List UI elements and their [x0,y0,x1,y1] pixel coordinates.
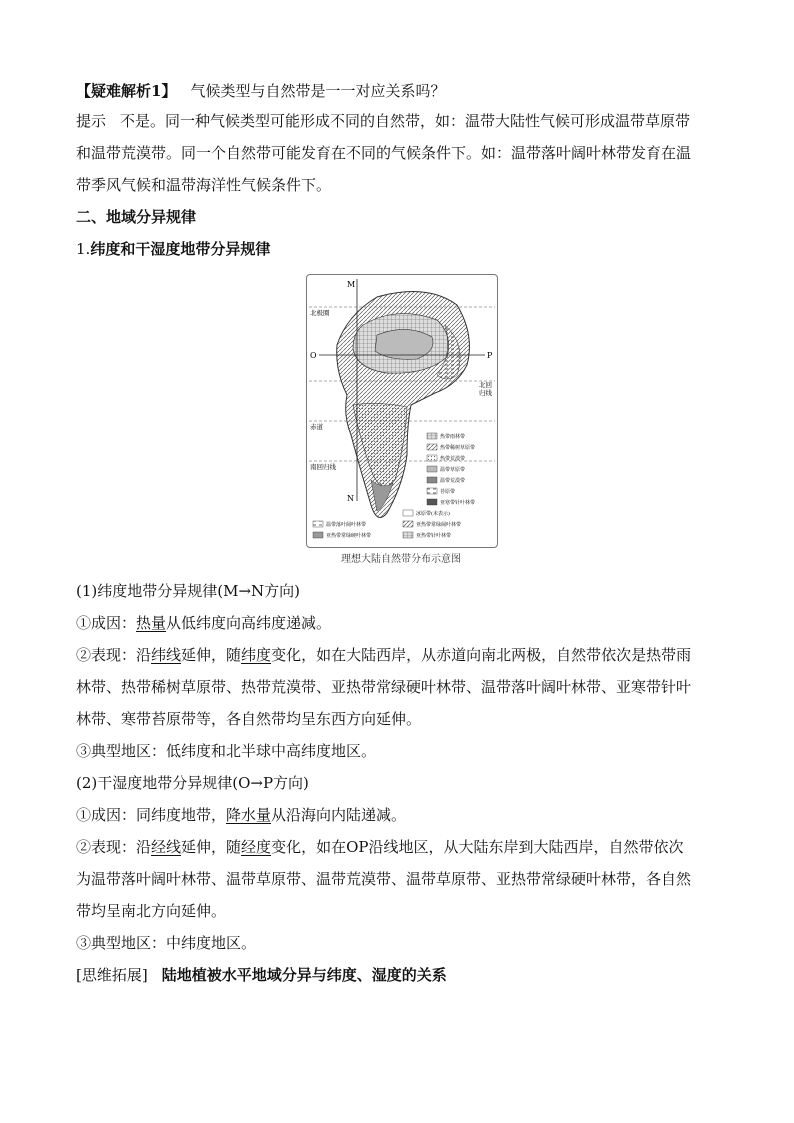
legend-item: 亚热带常绿硬叶林带 [326,533,372,539]
p2-cause [76,804,406,826]
legend-item: 温带荒漠带 [440,478,466,484]
answer-line-3: 带季风气候和温带海洋性气候条件下。 [76,176,332,194]
p1-show-line-1 [76,644,691,666]
label-N: N [347,494,354,503]
p2-cause-post: 从沿海向内陆递减。 [271,806,407,824]
answer-line-2: 和温带荒漠带。同一个自然带可能发育在不同的气候条件下。如：温带落叶阔叶林带发育在温 [76,144,692,162]
legend-item: 热带雨林带 [440,434,466,440]
p2-show-line-3: 带均呈南北方向延伸。 [76,902,227,920]
p2-cause-keyword: 降水量 [226,806,272,824]
legend-item: 亚寒带针叶林带 [440,500,476,506]
extension-title: 陆地植被水平地域分异与纬度、湿度的关系 [161,966,447,984]
label-M: M [347,280,356,289]
extension-tag: [思维拓展] [76,966,148,984]
label-O: O [310,351,317,360]
legend-bottom [313,521,461,539]
p1-show-line-3: 林带、寒带苔原带等，各自然带均呈东西方向延伸。 [76,710,422,728]
extension-line [76,964,447,986]
p1-show-post: 变化，如在大陆西岸，从赤道向南北两极，自然带依次是热带雨 [271,646,692,664]
p2-region: ③典型地区：中纬度地区。 [76,934,257,952]
legend-right [403,433,475,517]
p2-show-pre: ②表现：沿 [76,838,152,856]
answer-label: 提示 [76,112,107,130]
p2-show-post: 变化，如在OP沿线地区，从大陆东岸到大陆西岸，自然带依次 [271,838,684,856]
p1-show-keyword-1: 纬线 [151,646,182,664]
p2-show-keyword-2: 经度 [241,838,272,856]
p1-cause-pre: ①成因： [76,614,137,632]
legend-item: 热带荒漠带 [440,456,466,462]
p2-show-line-2: 为温带落叶阔叶林带、温带草原带、温带荒漠带、温带草原带、亚热带常绿硬叶林带，各自然 [76,870,692,888]
legend-item: 苔原带 [440,489,456,495]
question-line [76,80,445,102]
p2-cause-pre: ①成因：同纬度地带， [76,806,227,824]
p1-cause-keyword: 热量 [136,614,167,632]
label-equator: 赤道 [310,423,323,431]
p1-title: (1)纬度地带分异规律(M→N方向) [76,582,301,600]
legend-item: 温带草原带 [440,467,466,473]
answer-text-1: 不是。同一种气候类型可能形成不同的自然带，如：温带大陆性气候可形成温带草原带 [120,112,691,130]
p1-show-keyword-2: 纬度 [241,646,272,664]
legend-item: 温带落叶阔叶林带 [326,522,367,528]
p1-show-mid: 延伸，随 [181,646,242,664]
answer-line-1 [76,110,690,132]
p2-show-mid: 延伸，随 [181,838,242,856]
subsection-number: 1. [76,240,91,258]
section-title: 二、地域分异规律 [76,208,197,226]
continent-map [307,275,497,547]
question-text: 气候类型与自然带是一一对应关系吗？ [190,82,446,100]
label-cancer-2: 归线 [479,389,492,397]
legend-item: 热带稀树草原带 [440,445,476,451]
label-P: P [487,351,493,360]
question-tag: 【疑难解析1】 [76,82,177,100]
legend-item: 亚热带常绿阔叶林带 [416,522,462,528]
p1-region: ③典型地区：低纬度和北半球中高纬度地区。 [76,742,377,760]
p2-title: (2)干湿度地带分异规律(O→P方向) [76,774,309,792]
legend-item: 冰原带(未表示) [416,511,450,517]
subsection-title [76,238,270,260]
p1-show-line-2: 林带、热带稀树草原带、热带荒漠带、亚热带常绿硬叶林带、温带落叶阔叶林带、亚寒带针叶 [76,678,692,696]
legend-item: 亚热带针叶林带 [416,533,452,539]
subsection-text: 纬度和干湿度地带分异规律 [90,240,271,258]
p2-show-line-1 [76,836,683,858]
label-arctic: 北极圈 [310,309,330,317]
p1-show-pre: ②表现：沿 [76,646,152,664]
label-capricorn: 南回归线 [310,463,336,471]
p1-cause-post: 从低纬度向高纬度递减。 [166,614,332,632]
p1-cause [76,612,331,634]
figure-caption: 理想大陆自然带分布示意图 [341,554,461,565]
continent-zone-figure [306,274,498,548]
p2-show-keyword-1: 经线 [151,838,182,856]
label-cancer-1: 北回 [479,381,492,389]
